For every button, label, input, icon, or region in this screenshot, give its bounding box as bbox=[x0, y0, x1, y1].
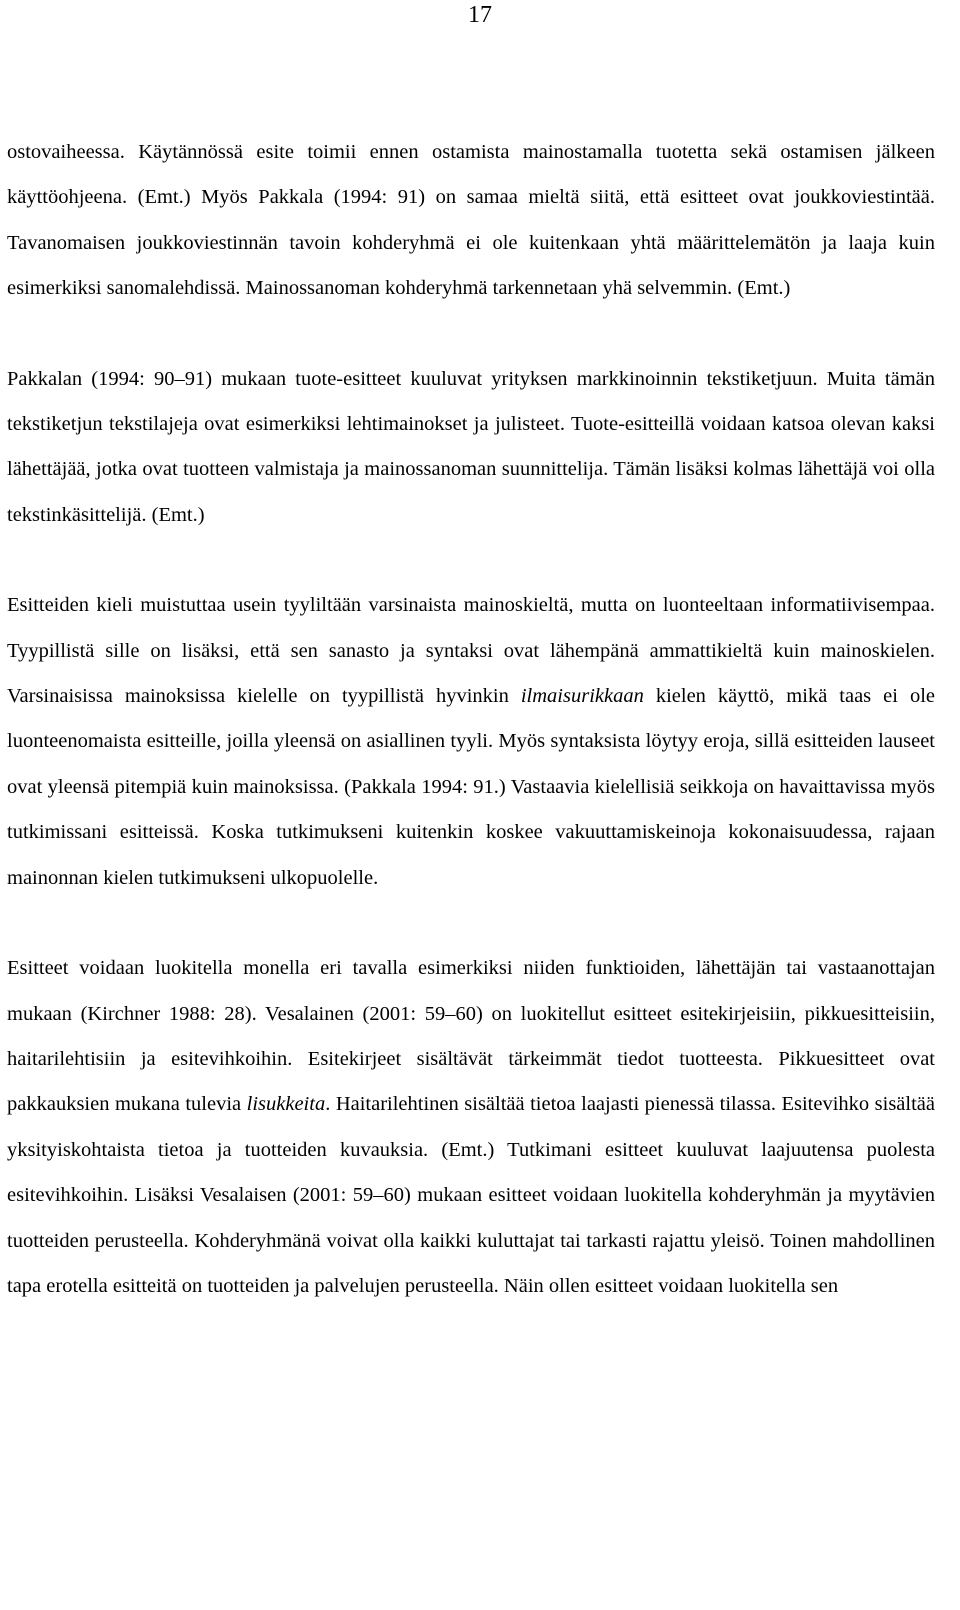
paragraph bbox=[7, 583, 935, 901]
body-text bbox=[7, 130, 935, 1309]
page-number: 17 bbox=[468, 2, 492, 28]
italic-term: lisukkeita bbox=[246, 1093, 326, 1116]
paragraph bbox=[7, 946, 935, 1309]
text-run: ostovaiheessa. Käytännössä esite toimii ennen ostamista mainostamalla tuotetta sekä ostamisen jälkeen käyttöohjeena. (Emt.) Myös Pakkala (1994: 91) on samaa mieltä siitä, että esitteet ovat joukkoviestintää. Tavanomaisen joukkoviestinnän tavoin kohderyhmä ei ole kuitenkaan yhtä määrittelemätön ja laaja kuin esimerkiksi sanomalehdissä. Mainossanoman kohderyhmä tarkennetaan yhä selvemmin. (Emt.) bbox=[7, 141, 935, 300]
paragraph bbox=[7, 130, 935, 312]
text-run: Pakkalan (1994: 90–91) mukaan tuote-esitteet kuuluvat yrityksen markkinoinnin tekstiketjuun. Muita tämän tekstiketjun tekstilajeja ovat esimerkiksi lehtimainokset ja julisteet. Tuote-esitteillä voidaan katsoa olevan kaksi lähettäjää, jotka ovat tuotteen valmistaja ja mainossanoman suunnittelija. Tämän lisäksi kolmas lähettäjä voi olla tekstinkäsittelijä. (Emt.) bbox=[7, 367, 935, 526]
text-run: . Haitarilehtinen sisältää tietoa laajasti pienessä tilassa. Esitevihko sisältää yksityiskohtaista tietoa ja tuotteiden kuvauksia. (Emt.) Tutkimani esitteet kuuluvat laajuutensa puolesta esitevihkoihin. Lisäksi Vesalaisen (2001: 59–60) mukaan esitteet voidaan luokitella kohderyhmän ja myytävien tuotteiden perusteella. Kohderyhmänä voivat olla kaikki kuluttajat tai tarkasti rajattu yleisö. Toinen mahdollinen tapa erotella esitteitä on tuotteiden ja palvelujen perusteella. Näin ollen esitteet voidaan luokitella sen bbox=[7, 1093, 935, 1297]
italic-term: ilmaisurikkaan bbox=[520, 685, 644, 708]
paragraph bbox=[7, 357, 935, 539]
text-run: kielen käyttö, mikä taas ei ole luonteenomaista esitteille, joilla yleensä on asiallinen tyyli. Myös syntaksista löytyy eroja, sillä esitteiden lauseet ovat yleensä pitempiä kuin mainoksissa. (Pakkala 1994: 91.) Vastaavia kielellisiä seikkoja on havaittavissa myös tutkimissani esitteissä. Koska tutkimukseni kuitenkin koskee vakuuttamiskeinoja kokonaisuudessa, rajaan mainonnan kielen tutkimukseni ulkopuolelle. bbox=[7, 685, 935, 889]
text-run: Esitteiden kieli muistuttaa usein tyyliltään varsinaista mainoskieltä, mutta on luonteeltaan informatiivisempaa. Tyypillistä sille on lisäksi, että sen sanasto ja syntaksi ovat lähempänä ammattikieltä kuin mainoskielen. Varsinaisissa mainoksissa kielelle on tyypillistä hyvinkin bbox=[7, 594, 935, 708]
text-run: Esitteet voidaan luokitella monella eri tavalla esimerkiksi niiden funktioiden, lähettäjän tai vastaanottajan mukaan (Kirchner 1988: 28). Vesalainen (2001: 59–60) on luokitellut esitteet esitekirjeisiin, pikkuesitteisiin, haitarilehtisiin ja esitevihkoihin. Esitekirjeet sisältävät tärkeimmät tiedot tuotteesta. Pikkuesitteet ovat pakkauksien mukana tulevia bbox=[7, 957, 935, 1116]
